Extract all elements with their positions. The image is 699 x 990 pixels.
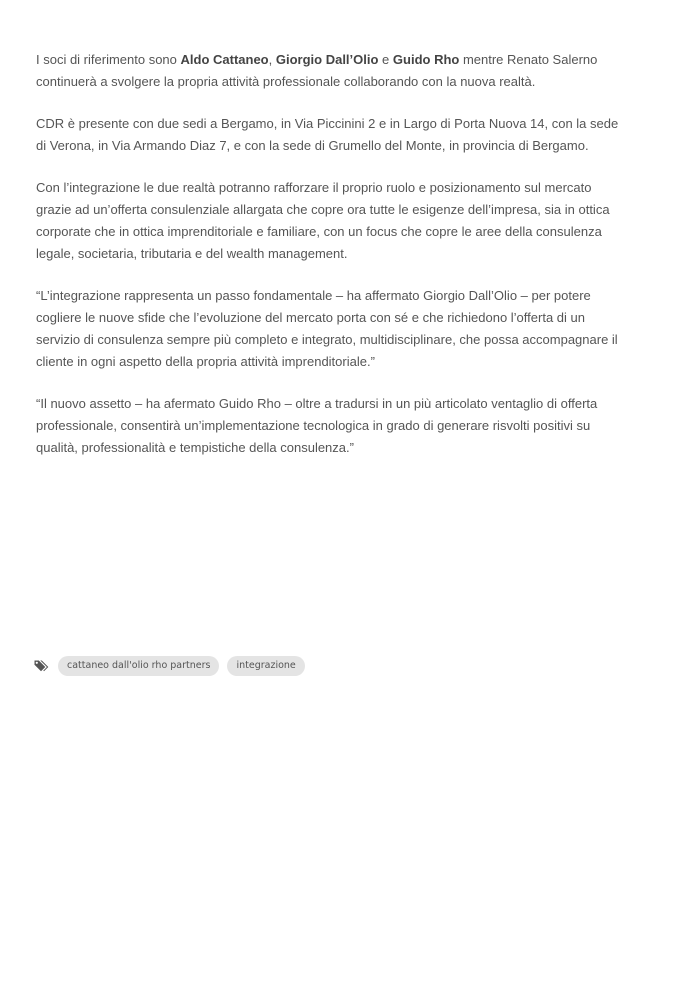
article-paragraph-partners: [36, 49, 626, 93]
article-paragraph-offices: CDR è presente con due sedi a Bergamo, in Via Piccinini 2 e in Largo di Porta Nuova 14, con la sede di Verona, in Via Armando Diaz 7, e con la sede di Grumello del Monte, in provincia di Bergamo.: [36, 116, 619, 153]
partner-name-cattaneo: Aldo Cattaneo: [180, 52, 269, 67]
article-body: [36, 49, 626, 479]
article-quote-dallolio: “L’integrazione rappresenta un passo fondamentale – ha affermato Giorgio Dall’Olio – per potere cogliere le nuove sfide che l’evoluzione del mercato porta con sé e che richiedono l’offerta di un servizio di consulenza sempre più completo e integrato, multidisciplinare, che possa accompagnare il cliente in ogni aspetto della propria attività imprenditoriale.”: [36, 288, 618, 369]
tags-icon: [34, 659, 50, 673]
tag-cattaneo-dallolio-rho-partners[interactable]: cattaneo dall'olio rho partners: [58, 656, 219, 676]
partners-intro-text: I soci di riferimento sono: [36, 52, 181, 67]
tag-integrazione[interactable]: integrazione: [227, 656, 304, 676]
partners-separator: e: [378, 52, 393, 67]
partner-name-rho: Guido Rho: [392, 52, 460, 67]
partner-name-dallolio: Giorgio Dall’Olio: [275, 52, 379, 67]
article-quote-rho: “Il nuovo assetto – ha afermato Guido Rho – oltre a tradursi in un più articolato ventaglio di offerta professionale, consentirà un’implementazione tecnologica in grado di generare risvolti positivi su qualità, professionalità e tempistiche della consulenza.”: [36, 396, 598, 455]
tag-list: [34, 656, 313, 676]
article-paragraph-integration: Con l’integrazione le due realtà potranno rafforzare il proprio ruolo e posizionamento sul mercato grazie ad un’offerta consulenziale allargata che copre ora tutte le esigenze dell’impresa, sia in ottica corporate che in ottica imprenditoriale e familiare, con un focus che copre le aree della consulenza legale, societaria, tributaria e del wealth management.: [36, 180, 610, 261]
partners-separator: ,: [268, 52, 276, 67]
partners-rest-text: mentre Renato Salerno continuerà a svolgere la propria attività professionale collaborando con la nuova realtà.: [36, 52, 598, 89]
